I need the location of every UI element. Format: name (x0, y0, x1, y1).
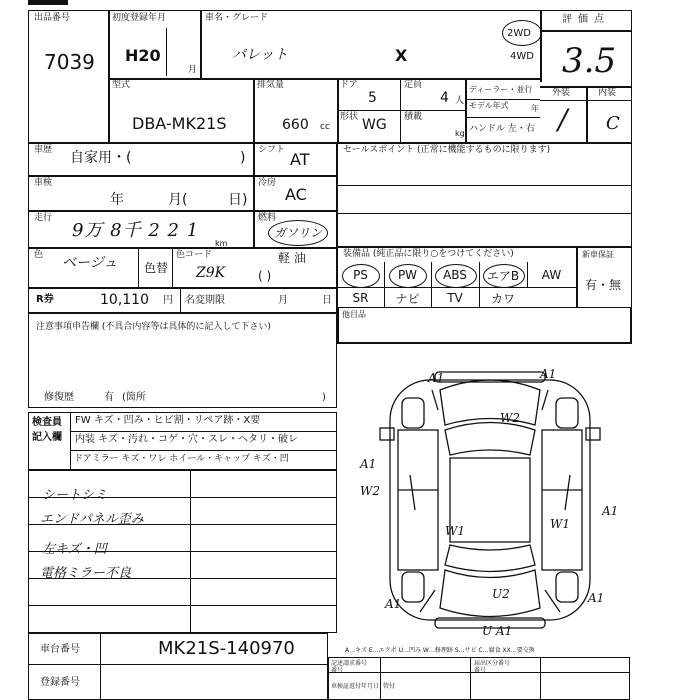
diagram-mark: W1 (445, 524, 465, 538)
equip-leather: カワ (490, 291, 515, 306)
first-reg-label: 初度登録年月 (112, 13, 167, 23)
interior-score: C (606, 113, 620, 134)
name-grade-label: 車名・グレード (205, 13, 269, 23)
color-code-value: Z9K (196, 265, 226, 281)
fuel-label: 燃料 (258, 213, 277, 223)
car-grade: X (395, 46, 408, 65)
dealer-label: ディーラー・並行 (469, 85, 533, 94)
inspection-label: 車検 (34, 178, 53, 188)
inspector-label-1: 検査員 (32, 417, 62, 428)
inspector-row-3: ドアミラー キズ・ワレ ホイール・キャップ キズ・凹 (74, 454, 289, 464)
lot-number: 7039 (44, 50, 95, 74)
equip-pw: PW (397, 268, 418, 282)
usage-close: ) (240, 150, 246, 166)
door-value: 5 (368, 90, 377, 106)
load-unit: kg (455, 129, 465, 138)
shape-value: WG (362, 117, 387, 133)
bottom-label-2: 番号 (331, 667, 344, 674)
hood-outline (440, 380, 540, 425)
diagram-mark: W2 (360, 484, 380, 498)
door-label: ドア (340, 80, 358, 90)
repair-label: 修復歴 (44, 392, 74, 403)
mileage-label: 走行 (34, 213, 53, 223)
color-code-label: 色コード (176, 250, 213, 260)
registration-label: 登録番号 (40, 677, 80, 688)
handwritten-note-2: エンドパネル歪み (40, 512, 144, 527)
fuel-circle (268, 220, 328, 246)
notes-label: 注意事項申告欄 (不具合内容等は具体的に記入して下さい) (36, 322, 271, 332)
color-value: ベージュ (62, 255, 118, 271)
displacement-label: 排気量 (257, 80, 285, 90)
top-corner-tab (28, 0, 68, 5)
diagram-mark: A1 (360, 457, 377, 471)
recycle-value: 10,110 (100, 292, 149, 308)
shift-value: AT (290, 150, 310, 169)
color-change-label: 色替 (144, 261, 169, 275)
color-label: 色 (34, 250, 44, 260)
chassis-number: MK21S-140970 (158, 638, 295, 659)
diagram-mark: A1 (385, 597, 402, 611)
equip-abs: ABS (443, 268, 467, 282)
bottom-label-6: 番号 (474, 667, 487, 674)
score-label: 評価点 (562, 14, 610, 25)
chassis-label: 車台番号 (40, 644, 80, 655)
diagram-mark: W2 (500, 411, 520, 425)
right-mirror (586, 428, 600, 440)
interior-label: 内装 (598, 88, 617, 98)
name-change-label: 名変期限 (185, 295, 225, 306)
diagram-mark: W1 (550, 517, 570, 531)
lot-label: 出品番号 (34, 13, 71, 23)
sales-point-label: セールスポイント (正常に機能するものに限ります) (343, 145, 551, 155)
drive-2wd-circle (502, 20, 542, 46)
inspector-label-2: 記入欄 (32, 432, 62, 443)
capacity-value: 4 (440, 90, 449, 106)
windshield-outline (445, 423, 535, 456)
displacement-value: 660 (282, 117, 309, 133)
diagram-mark: U2 (492, 587, 510, 601)
model-value: DBA-MK21S (132, 114, 227, 133)
diagram-mark: A1 (540, 367, 557, 381)
extra-items-label: 他目品 (342, 310, 366, 319)
drive-4wd: 4WD (510, 51, 534, 62)
left-mirror (380, 428, 394, 440)
displacement-unit: cc (320, 122, 330, 132)
exterior-score: / (558, 103, 568, 136)
equip-tv: TV (447, 291, 463, 305)
model-label: 型式 (112, 80, 131, 90)
score-value: 3.5 (562, 41, 617, 81)
repair-close: ) (322, 392, 326, 403)
rear-window-outline (445, 545, 535, 572)
car-body-outline (390, 380, 590, 620)
bottom-label-1: 記述請求番号 (331, 660, 368, 667)
shift-label: シフト (258, 145, 286, 155)
handwritten-note-4: 電格ミラー不良 (40, 566, 132, 581)
name-change-month: 月 (278, 295, 288, 306)
right-side-panel (542, 430, 582, 570)
handwritten-note-1: シートシミ (42, 488, 108, 503)
equipment-label: 装備品 (純正品に限り○をつけてください) (343, 249, 514, 259)
front-left-wheel (402, 398, 424, 428)
equip-aw: AW (541, 268, 562, 282)
equip-navi: ナビ (395, 291, 420, 306)
fuel-value: ガソリン (274, 226, 323, 240)
car-name: パレット (232, 47, 288, 63)
capacity-unit: 人 (455, 96, 465, 106)
diagram-mark: A1 (428, 371, 445, 385)
diagram-mark: U A1 (482, 624, 513, 638)
equip-pw-circle (389, 264, 427, 288)
sales-frame (337, 143, 632, 247)
equip-ps-circle (342, 264, 380, 288)
equip-abs-circle (435, 264, 477, 288)
rear-right-wheel (556, 572, 578, 602)
usage-value: 自家用・( (70, 150, 132, 166)
load-label: 積載 (404, 112, 423, 122)
year-unit: 年 (531, 104, 539, 113)
front-right-wheel (556, 398, 578, 428)
mileage-unit: km (215, 239, 228, 248)
bottom-label-3: 車検証返付年月日 (331, 683, 380, 690)
inspection-month: 月( (168, 192, 188, 208)
fuel-paren: ( ) (258, 269, 272, 283)
diagram-mark: A1 (588, 591, 605, 605)
usage-label: 車歴 (34, 145, 53, 155)
inspector-row-1: FW キズ・凹み・ヒビ割・リペア跡・X要 (75, 415, 261, 426)
name-change-day: 日 (322, 295, 332, 306)
repair-place: (箇所 (122, 392, 146, 403)
inspection-day: 日) (228, 192, 248, 208)
ac-label: 冷房 (258, 178, 277, 188)
exterior-label: 外装 (552, 88, 571, 98)
drive-2wd: 2WD (507, 28, 531, 39)
car-damage-diagram (340, 350, 640, 650)
equip-airbag-circle (483, 264, 525, 288)
model-year-label: モデル年式 (469, 101, 509, 110)
inspection-year: 年 (110, 192, 124, 208)
tailgate-outline (440, 570, 540, 617)
new-car-warranty-value: 有・無 (585, 278, 622, 292)
first-reg-era: H20 (125, 46, 161, 65)
new-car-warranty-label: 新車保証 (582, 250, 614, 259)
recycle-label: R券 (36, 294, 54, 305)
left-side-panel (398, 430, 438, 570)
bottom-label-4: 管付 (383, 683, 396, 690)
first-reg-month-unit: 月 (188, 65, 198, 75)
equip-airbag: エアB (486, 268, 520, 283)
damage-legend: A…キズ E…エクボ U…凹み W…修理跡 S…サビ C…腐食 XX…要交換 (345, 647, 535, 654)
handle-label: ハンドル 左・右 (469, 124, 535, 134)
handwritten-note-3: 左キズ・凹 (42, 542, 107, 557)
rear-left-wheel (402, 572, 424, 602)
capacity-label: 定員 (404, 80, 423, 90)
inspector-row-2: 内装 キズ・汚れ・コゲ・穴・スレ・ヘタリ・破レ (75, 434, 298, 445)
ac-value: AC (285, 185, 307, 204)
equip-ps: PS (353, 268, 368, 282)
fuel-light-oil: 軽 油 (278, 251, 306, 265)
mileage-value: 9万 8千 2 2 1 (72, 220, 200, 241)
shape-label: 形状 (340, 112, 359, 122)
repair-value: 有 (104, 392, 114, 403)
diagram-mark: A1 (602, 504, 619, 518)
bottom-label-5: 届出区分番号 (474, 660, 511, 667)
recycle-unit: 円 (163, 295, 173, 306)
equip-sr: SR (352, 291, 369, 305)
